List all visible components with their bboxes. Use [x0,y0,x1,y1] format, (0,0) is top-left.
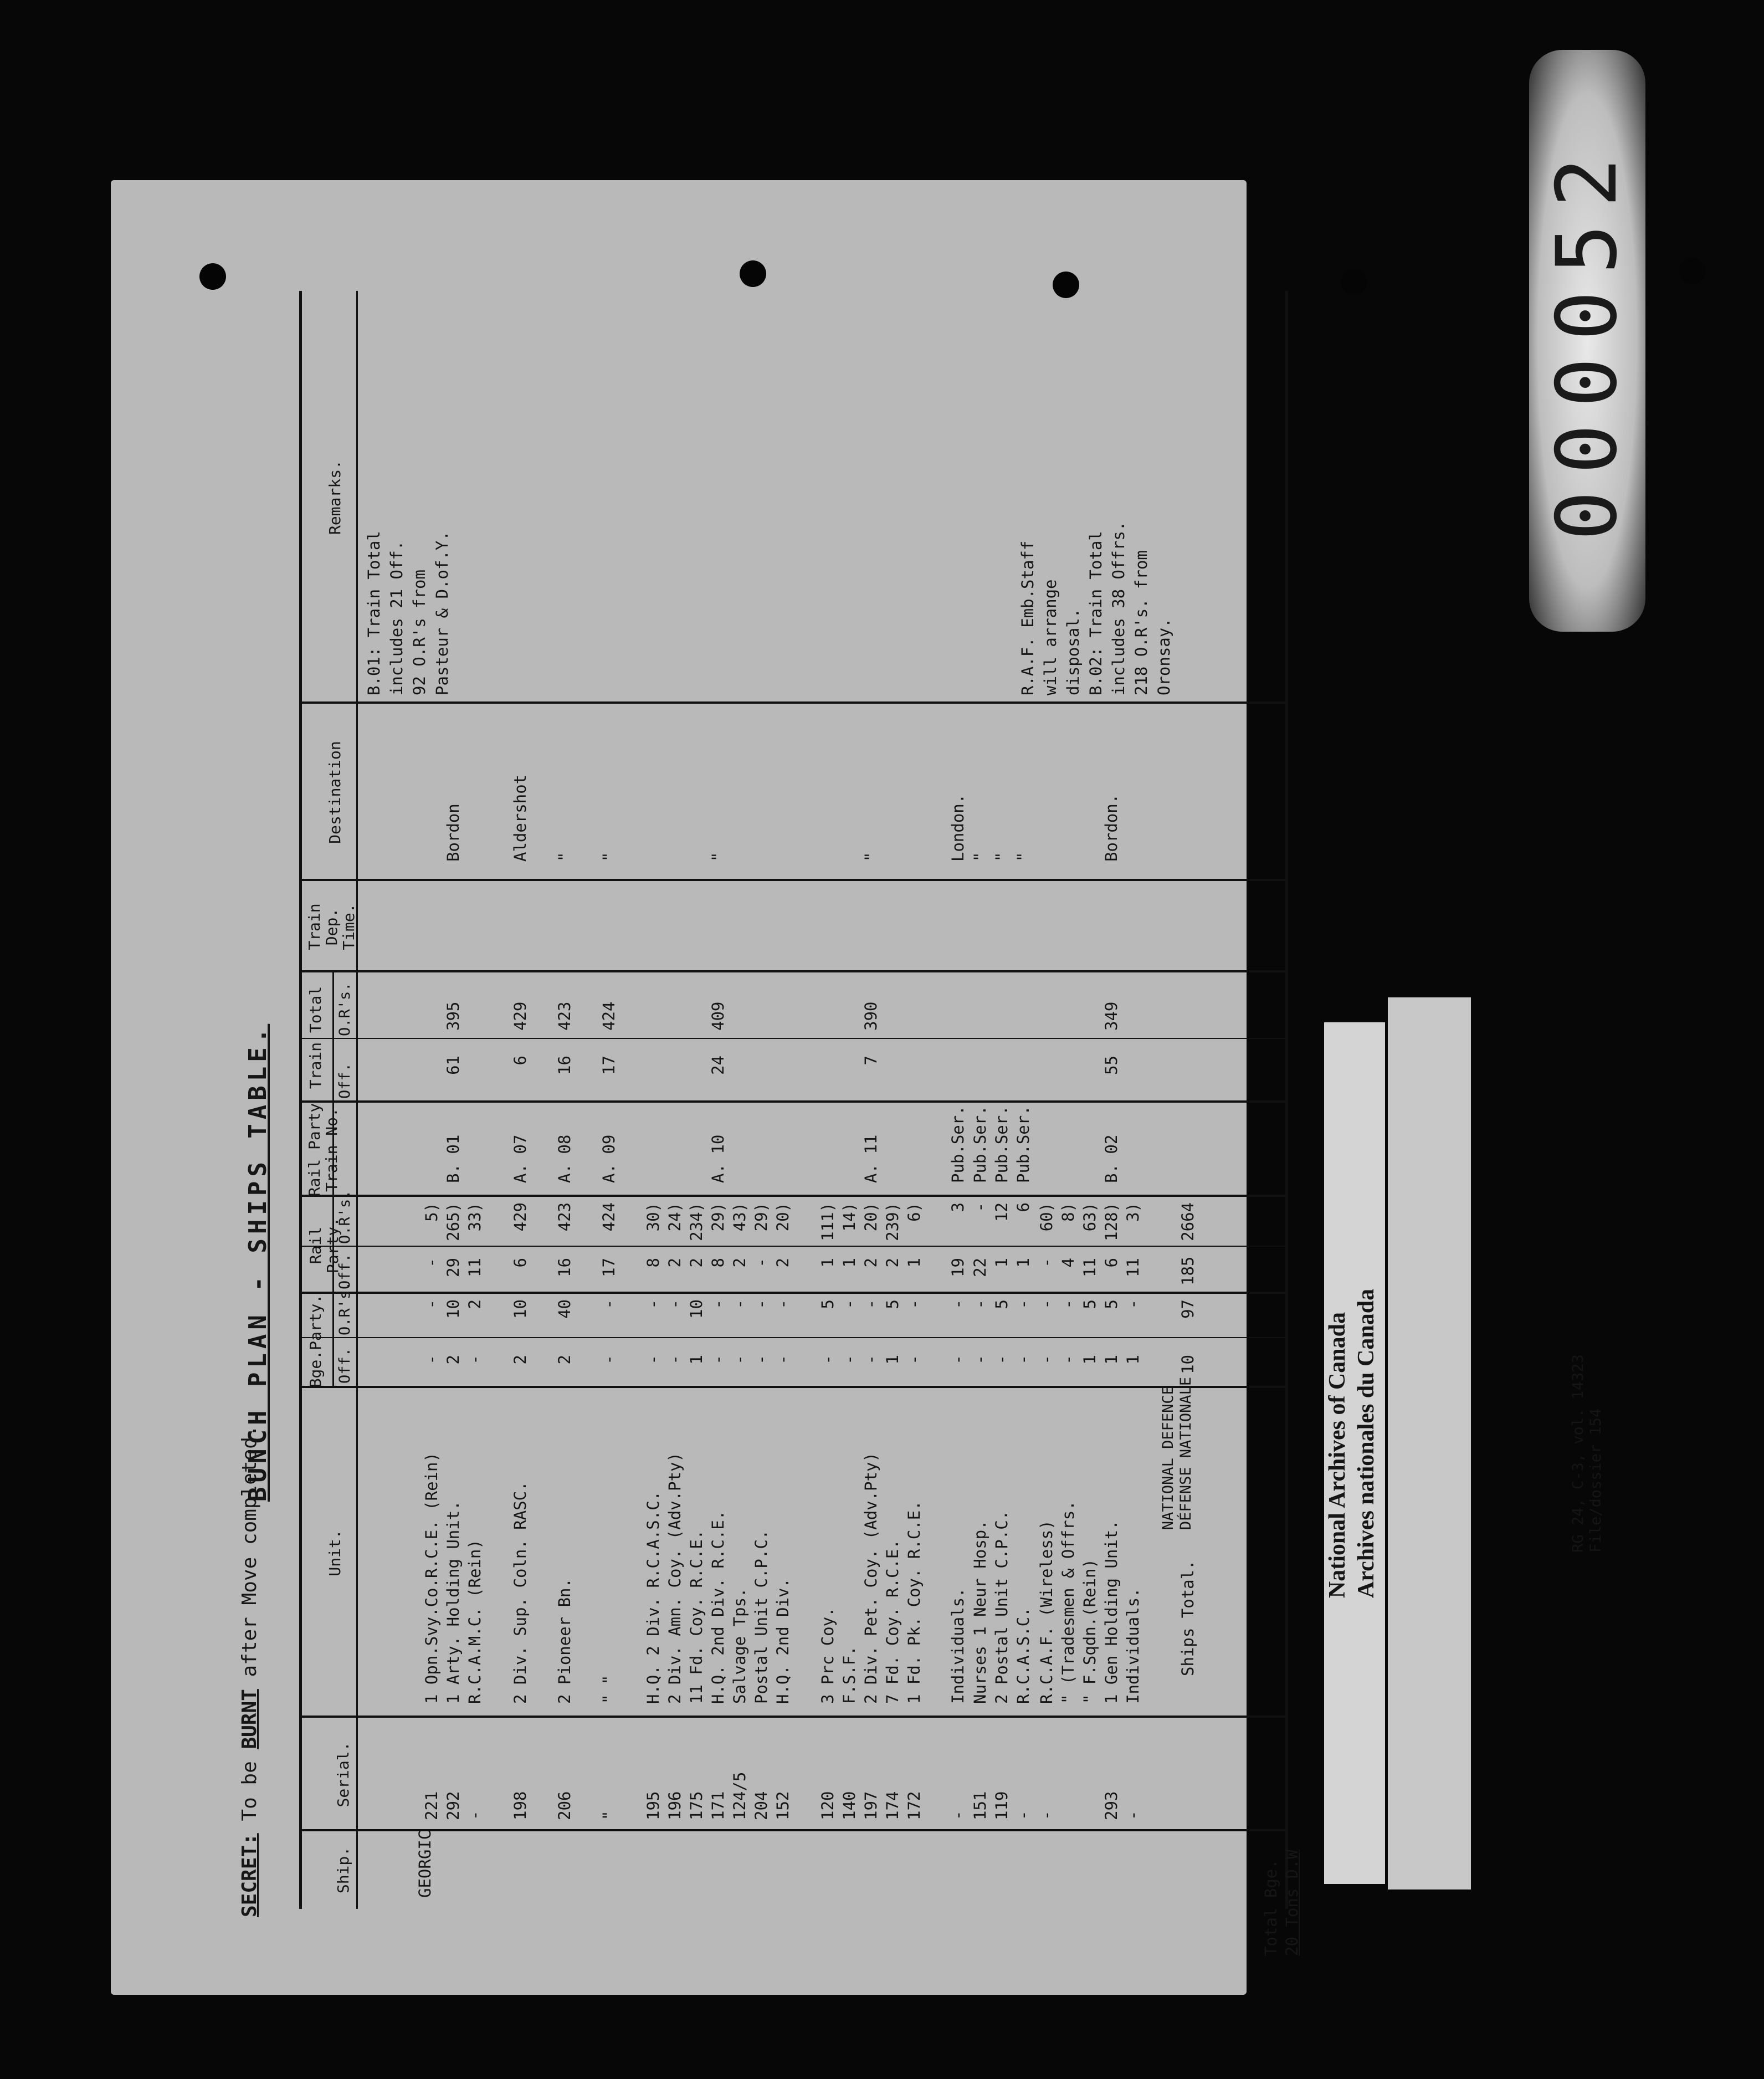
cell-ror: 128) [1102,1202,1121,1241]
cell-bor: - [773,1299,792,1309]
cell-ror: 20) [862,1202,880,1232]
cell-serial: 206 [555,1791,574,1820]
cell-tn: Pub.Ser. [1014,1105,1033,1183]
cell-bo: - [1014,1355,1033,1365]
cell-bor: 10 [444,1299,463,1319]
table-row [510,291,531,1909]
cell-serial: 292 [444,1791,463,1820]
cell-bo: 2 [444,1355,463,1365]
cell-serial: 120 [818,1791,837,1820]
cell-ro: 6 [511,1258,530,1268]
cell-bor: 5 [1102,1299,1121,1309]
cell-ro: - [752,1258,771,1268]
cell-bo: - [948,1355,967,1365]
cell-dest: Bordon. [1102,793,1121,862]
cell-bo: 2 [555,1355,574,1365]
cell-dest: " [1014,852,1033,862]
punch-hole [1679,258,1705,284]
cell-serial: 174 [883,1791,902,1820]
cell-ro: 11 [1124,1258,1142,1277]
page-title: BUNCH PLAN - SHIPS TABLE. [244,1023,272,1502]
cell-dest: " [992,852,1011,862]
cell-serial: " [599,1810,618,1820]
cell-ro: 2 [730,1258,749,1268]
cell-ror: 30) [644,1202,663,1232]
cell-unit: 11 Fd. Coy. R.C.E. [687,1529,706,1704]
cell-ror: 14) [840,1202,859,1232]
cell-tor: 390 [862,1001,880,1031]
cell-unit: " " [599,1675,618,1704]
cell-unit: 2 Pioneer Bn. [555,1578,574,1704]
cell-to: 17 [599,1056,618,1075]
cell-serial: 119 [992,1791,1011,1820]
cell-ror: 234) [687,1202,706,1241]
sub-rail-or: O.R's. [336,1190,353,1244]
cell-tn: Pub.Ser. [971,1105,989,1183]
col-bge-party: Bge.Party. [306,1294,325,1388]
cell-bo: - [599,1355,618,1365]
cell-ro: 2 [883,1258,902,1268]
total-ror: 2664 [1178,1202,1197,1241]
cell-unit: Postal Unit C.P.C. [752,1529,771,1704]
cell-bor: 5 [818,1299,837,1309]
cell-unit: H.Q. 2nd Div. [773,1578,792,1704]
archives-label: National Archives of Canada Archives nationales du Canada [1388,997,1471,1889]
col-unit: Unit. [326,1529,344,1576]
cell-tn: A. 10 [709,1134,727,1183]
cell-ror: 6 [1014,1202,1033,1212]
ships-total-row [1177,291,1199,1909]
cell-unit: 2 Postal Unit C.P.C. [992,1510,1011,1704]
cell-unit: H.Q. 2 Div. R.C.A.S.C. [644,1491,663,1704]
cell-tor: 423 [555,1001,574,1031]
col-train-total: Train Total [306,986,325,1089]
cell-bo: - [1037,1355,1056,1365]
cell-bor: - [644,1299,663,1309]
cell-serial: 204 [752,1791,771,1820]
cell-serial: 175 [687,1791,706,1820]
table-row [904,291,925,1909]
cell-ror: 265) [444,1202,463,1241]
cell-unit: R.C.A.M.C. (Rein) [465,1539,484,1704]
cell-ro: 2 [773,1258,792,1268]
cell-bor: - [752,1299,771,1309]
cell-bor: - [422,1299,441,1309]
cell-tor: 395 [444,1001,463,1031]
cell-ro: 19 [948,1258,967,1277]
cell-ro: 16 [555,1258,574,1277]
cell-unit: " (Tradesmen & Offrs. [1059,1501,1078,1704]
cell-bo: - [1059,1355,1078,1365]
cell-bo: 1 [1124,1355,1142,1365]
table-row [882,291,904,1909]
cell-tn: Pub.Ser. [992,1105,1011,1183]
total-baggage: Total Bge. 20 Tons D.W [1262,1849,1301,1956]
cell-bo: - [422,1355,441,1365]
cell-bo: 2 [511,1355,530,1365]
table-row [947,291,969,1909]
col-destination: Destination [326,741,344,844]
cell-tn: A. 09 [599,1134,618,1183]
cell-unit: Salvage Tps. [730,1588,749,1704]
cell-ro: 22 [971,1258,989,1277]
cell-bo: 1 [687,1355,706,1365]
cell-tn: Pub.Ser. [948,1105,967,1183]
cell-bo: - [665,1355,684,1365]
secret-notice: SECRET: To be BURNT after Move completed. [238,1425,261,1917]
cell-ror: 239) [883,1202,902,1241]
col-ship: Ship. [334,1846,352,1894]
cell-bor: - [1037,1299,1056,1309]
cell-unit: 2 Div. Pet. Coy. (Adv.Pty) [862,1452,880,1704]
cell-tor: 409 [709,1001,727,1031]
cell-ror: 111) [818,1202,837,1241]
cell-unit: R.C.A.F. (Wireless) [1037,1520,1056,1704]
cell-bor: - [905,1299,924,1309]
col-dep-time: Train Dep. Time. [305,903,358,950]
cell-serial: 195 [644,1791,663,1820]
cell-bor: - [599,1299,618,1309]
sub-bge-off: Off. [336,1347,353,1384]
cell-ror: 12 [992,1202,1011,1222]
cell-tor: 349 [1102,1001,1121,1031]
cell-to: 16 [555,1056,574,1075]
cell-unit: H.Q. 2nd Div. R.C.E. [709,1510,727,1704]
cell-serial: 221 [422,1791,441,1820]
cell-bor: 5 [992,1299,1011,1309]
cell-bor: - [1059,1299,1078,1309]
cell-tn: A. 08 [555,1134,574,1183]
cell-bor: - [948,1299,967,1309]
table-row [686,291,707,1909]
cell-bo: 1 [1102,1355,1121,1365]
cell-ror: 43) [730,1202,749,1232]
cell-ror: 8) [1059,1202,1078,1222]
cell-dest: " [709,852,727,862]
cell-to: 24 [709,1056,727,1075]
cell-ror: 60) [1037,1202,1056,1232]
cell-tn: B. 02 [1102,1134,1121,1183]
cell-bor: 5 [1080,1299,1099,1309]
col-rail-train: Rail Party Train No. [305,1103,341,1197]
table-row [991,291,1013,1909]
cell-unit: 1 Opn.Svy.Co.R.C.E. (Rein) [422,1452,441,1704]
cell-serial: - [1124,1810,1142,1820]
cell-ro: 4 [1059,1258,1078,1268]
cell-ror: - [971,1202,989,1212]
cell-bo: - [905,1355,924,1365]
cell-bor: 10 [687,1299,706,1319]
cell-bo: - [709,1355,727,1365]
punch-hole [1341,269,1367,295]
total-ro: 185 [1178,1256,1197,1286]
cell-to: 6 [511,1056,530,1066]
cell-unit: Nurses 1 Neur Hosp. [971,1520,989,1704]
cell-serial: 196 [665,1791,684,1820]
cell-bor: 40 [555,1299,574,1319]
cell-bor: - [709,1299,727,1309]
cell-unit: 2 Div. Amn. Coy. (Adv.Pty) [665,1452,684,1704]
cell-unit: 1 Arty. Holding Unit. [444,1501,463,1704]
cell-ror: 29) [752,1202,771,1232]
cell-ror: 29) [709,1202,727,1232]
cell-unit: Individuals. [948,1588,967,1704]
cell-ror: 20) [773,1202,792,1232]
sub-tt-or: O.R's. [336,982,353,1036]
table-row [643,291,664,1909]
cell-bor: - [665,1299,684,1309]
cell-dest: London. [948,793,967,862]
cell-ror: 3 [948,1202,967,1212]
col-remarks: Remarks. [326,460,344,535]
cell-serial: - [1014,1810,1033,1820]
cell-serial: - [465,1810,484,1820]
sub-tt-off: Off. [336,1062,353,1099]
cell-serial: 124/5 [730,1771,749,1820]
cell-tn: B. 01 [444,1134,463,1183]
cell-serial: 140 [840,1791,859,1820]
cell-ror: 429 [511,1202,530,1232]
cell-serial: 171 [709,1791,727,1820]
cell-dest: " [599,852,618,862]
cell-bo: - [818,1355,837,1365]
cell-bo: - [773,1355,792,1365]
cell-ror: 63) [1080,1202,1099,1232]
table-row [729,291,751,1909]
table-row [664,291,686,1909]
table-row [598,291,620,1909]
cell-dest: " [971,852,989,862]
cell-unit: 3 Prc Coy. [818,1607,837,1704]
cell-bo: - [992,1355,1011,1365]
cell-ro: 29 [444,1258,463,1277]
cell-serial: 152 [773,1791,792,1820]
col-rail-party: Rail Party. [306,1217,342,1274]
department-label: NATIONAL DEFENCE DÉFENSE NATIONALE RG 24, C-3, vol. 14323 File/dossier 154 [1324,1022,1385,1884]
cell-bo: - [840,1355,859,1365]
cell-to: 61 [444,1056,463,1075]
cell-ro: 2 [862,1258,880,1268]
cell-ro: - [422,1258,441,1268]
cell-bor: - [971,1299,989,1309]
cell-tor: 424 [599,1001,618,1031]
cell-unit: F.S.F. [840,1646,859,1704]
table-row [464,291,486,1909]
cell-ror: 6) [905,1202,924,1222]
cell-bor: 2 [465,1299,484,1309]
cell-bor: - [840,1299,859,1309]
cell-ror: 24) [665,1202,684,1232]
cell-ro: 1 [905,1258,924,1268]
total-bor: 97 [1178,1299,1197,1319]
cell-tor: 429 [511,1001,530,1031]
cell-ro: 8 [709,1258,727,1268]
cell-tn: A. 11 [862,1134,880,1183]
cell-serial: 151 [971,1791,989,1820]
cell-ro: 1 [818,1258,837,1268]
cell-dest: Aldershot [511,774,530,862]
cell-serial: 197 [862,1791,880,1820]
cell-serial: - [1037,1810,1056,1820]
cell-bor: 5 [883,1299,902,1309]
table-row [751,291,772,1909]
cell-unit: 1 Fd. Pk. Coy. R.C.E. [905,1501,924,1704]
table-row [839,291,860,1909]
cell-ro: 1 [992,1258,1011,1268]
cell-bo: - [465,1355,484,1365]
ships-table-page [194,188,1302,1989]
cell-dest: Bordon [444,803,463,862]
cell-bor: 10 [511,1299,530,1319]
frame-number-stamp: 000052 [1529,50,1645,632]
ships-table [299,291,1288,1909]
cell-dest: " [555,852,574,862]
cell-ro: 17 [599,1258,618,1277]
table-row [817,291,839,1909]
table-row [860,291,882,1909]
cell-to: 55 [1102,1056,1121,1075]
cell-ro: 8 [644,1258,663,1268]
cell-ro: 11 [465,1258,484,1277]
table-row [707,291,729,1909]
cell-tn: A. 07 [511,1134,530,1183]
total-label: Ships Total. [1178,1560,1197,1676]
cell-bo: 1 [1080,1355,1099,1365]
cell-bor: - [1124,1299,1142,1309]
table-row [970,291,991,1909]
cell-bor: - [1014,1299,1033,1309]
table-row [554,291,576,1909]
cell-serial: 172 [905,1791,924,1820]
cell-unit: R.C.A.S.C. [1014,1607,1033,1704]
cell-to: 7 [862,1056,880,1066]
cell-bo: - [644,1355,663,1365]
cell-ro: 6 [1102,1258,1121,1268]
cell-ro: 11 [1080,1258,1099,1277]
cell-ro: 2 [687,1258,706,1268]
cell-serial: 198 [511,1791,530,1820]
cell-ror: 424 [599,1202,618,1232]
cell-ror: 33) [465,1202,484,1232]
cell-bo: 1 [883,1355,902,1365]
cell-ror: 423 [555,1202,574,1232]
cell-ror: 5) [422,1202,441,1222]
cell-bo: - [971,1355,989,1365]
cell-dest: " [862,852,880,862]
cell-unit: 7 Fd. Coy. R.C.E. [883,1539,902,1704]
col-serial: Serial. [334,1742,352,1807]
cell-serial: 293 [1102,1791,1121,1820]
cell-bo: - [752,1355,771,1365]
cell-unit: 1 Gen Holding Unit. [1102,1520,1121,1704]
cell-ro: 2 [665,1258,684,1268]
ship-name: GEORGIC [416,1830,434,1898]
cell-bor: - [862,1299,880,1309]
remarks-b02: R.A.F. Emb.Staff will arrange disposal. B.02: Train Total includes 38 Offrs. 218 O.R's. from Oronsay. [1018,521,1173,695]
sub-bge-or: O.R's. [336,1281,353,1335]
cell-unit: " F.Sqdn.(Rein) [1080,1559,1099,1704]
remarks-b01: B.01: Train Total includes 21 Off. 92 O.R's from Pasteur & D.of.Y. [365,531,452,695]
cell-unit: Individuals. [1124,1588,1142,1704]
cell-ro: 1 [1014,1258,1033,1268]
sub-rail-off: Off. [336,1253,353,1289]
cell-ro: 1 [840,1258,859,1268]
cell-bo: - [862,1355,880,1365]
cell-bor: - [730,1299,749,1309]
document-sheet [111,180,1301,1995]
cell-ro: - [1037,1258,1056,1268]
cell-ror: 3) [1124,1202,1142,1222]
cell-bo: - [730,1355,749,1365]
total-bo: 10 [1178,1355,1197,1374]
cell-unit: 2 Div. Sup. Coln. RASC. [511,1481,530,1704]
table-row [772,291,794,1909]
cell-serial: - [948,1810,967,1820]
